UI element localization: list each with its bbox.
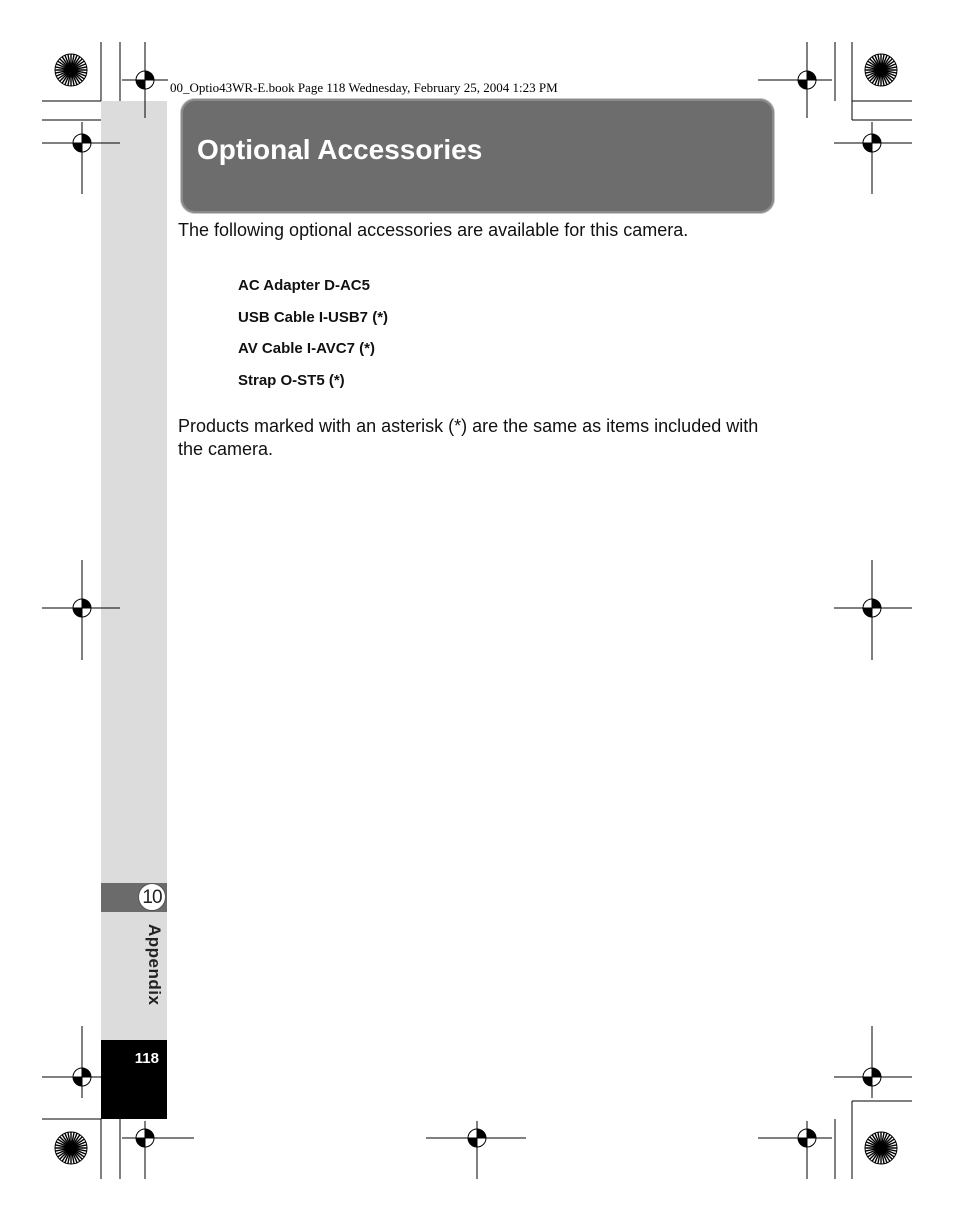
asterisk-note: Products marked with an asterisk (*) are the same as items included with the camera.: [178, 416, 759, 459]
page-title: Optional Accessories: [197, 134, 483, 165]
accessory-item: AV Cable I-AVC7 (*): [238, 340, 375, 357]
chapter-name: Appendix: [145, 924, 164, 1006]
chapter-number: 10: [138, 883, 166, 911]
accessory-item: AC Adapter D-AC5: [238, 277, 370, 294]
file-header-line: 00_Optio43WR-E.book Page 118 Wednesday, February 25, 2004 1:23 PM: [170, 80, 558, 95]
accessory-item: USB Cable I-USB7 (*): [238, 309, 389, 326]
accessory-item: Strap O-ST5 (*): [238, 372, 345, 389]
intro-paragraph: The following optional accessories are available for this camera.: [178, 220, 689, 240]
page-number: 118: [134, 1050, 159, 1067]
